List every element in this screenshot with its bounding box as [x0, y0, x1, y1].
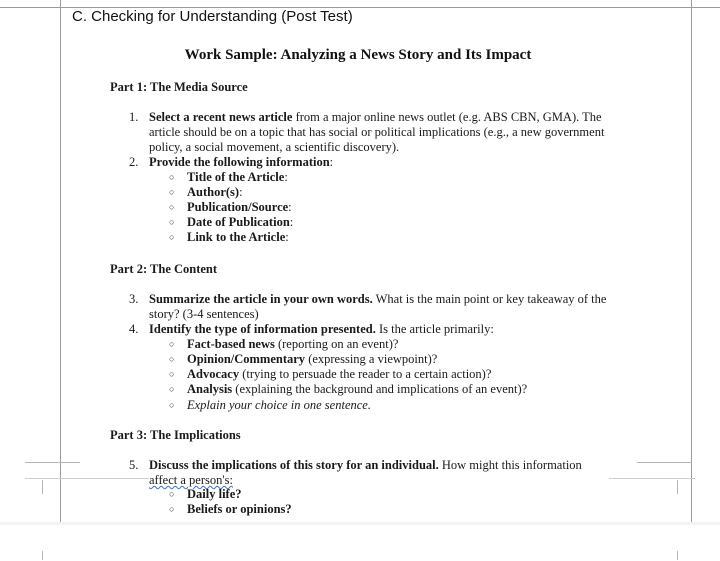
bullet-item — [169, 185, 243, 200]
item-text: : — [329, 155, 334, 169]
bullet-text: : — [285, 230, 289, 244]
item-bold-text: Identify the type of information presented. — [149, 322, 376, 336]
list-item-1 — [129, 110, 609, 155]
bullet-label: Link to the Article — [187, 230, 286, 244]
part2-heading: Part 2: The Content — [110, 262, 218, 276]
document-title: Work Sample: Analyzing a News Story and Its Impact — [184, 47, 532, 63]
bullet-item — [169, 200, 292, 215]
margin-guide — [677, 551, 678, 560]
part3-heading: Part 3: The Implications — [110, 428, 241, 442]
margin-guide — [25, 462, 80, 463]
bullet-item — [169, 337, 399, 352]
bullet-text: (reporting on an event)? — [274, 337, 399, 351]
bullet-item — [169, 170, 288, 185]
bullet-item — [169, 230, 289, 245]
hollow-bullet-icon: ○ — [169, 232, 175, 242]
bullet-text: : — [289, 215, 294, 229]
list-number: 4. — [129, 322, 139, 336]
hollow-bullet-icon: ○ — [169, 400, 175, 410]
margin-guide — [677, 480, 678, 494]
bullet-label: Publication/Source — [187, 200, 289, 214]
hollow-bullet-icon: ○ — [169, 202, 175, 212]
spellcheck-text[interactable]: affect a person's: — [149, 473, 233, 487]
list-item-3 — [129, 292, 609, 322]
item-text: What is the main point or key takeaway of the story? (3-4 sentences) — [149, 292, 607, 321]
list-item-2 — [129, 155, 609, 170]
bullet-italic-text: Explain your choice in one sentence. — [187, 398, 371, 412]
list-number: 2. — [129, 155, 139, 169]
hollow-bullet-icon: ○ — [169, 187, 175, 197]
hollow-bullet-icon: ○ — [169, 504, 175, 514]
item-text: How might this information — [438, 458, 582, 472]
hollow-bullet-icon: ○ — [169, 369, 175, 379]
hollow-bullet-icon: ○ — [169, 339, 175, 349]
bullet-text: : — [239, 185, 243, 199]
hollow-bullet-icon: ○ — [169, 489, 175, 499]
list-item-4 — [129, 322, 609, 337]
item-bold-text: Summarize the article in your own words. — [149, 292, 373, 306]
hollow-bullet-icon: ○ — [169, 354, 175, 364]
page-right-border — [691, 0, 692, 522]
item-bold-text: Discuss the implications of this story for an individual. — [149, 458, 439, 472]
bullet-label: Opinion/Commentary — [187, 352, 306, 366]
bullet-label: Title of the Article — [187, 170, 285, 184]
bullet-text: (expressing a viewpoint)? — [305, 352, 438, 366]
hollow-bullet-icon: ○ — [169, 172, 175, 182]
bullet-label: Fact-based news — [187, 337, 275, 351]
bullet-item — [169, 487, 242, 502]
bullet-label: Daily life? — [187, 487, 242, 501]
bullet-text: (explaining the background and implications of an event)? — [232, 382, 528, 396]
bullet-item — [169, 502, 292, 517]
section-heading: C. Checking for Understanding (Post Test) — [72, 8, 353, 25]
list-number: 1. — [129, 110, 139, 124]
bullet-item — [169, 367, 492, 382]
bullet-label: Advocacy — [187, 367, 240, 381]
bullet-label: Author(s) — [187, 185, 240, 199]
margin-guide — [42, 551, 43, 560]
bullet-label: Analysis — [187, 382, 233, 396]
page-left-border — [60, 0, 61, 522]
item-bold-text: Provide the following information — [149, 155, 330, 169]
item-text: Is the article primarily: — [375, 322, 494, 336]
bullet-text: : — [288, 200, 292, 214]
margin-guide — [42, 480, 43, 494]
hollow-bullet-icon: ○ — [169, 217, 175, 227]
list-number: 5. — [129, 458, 139, 472]
bullet-label: Beliefs or opinions? — [187, 502, 292, 516]
part1-heading: Part 1: The Media Source — [110, 80, 248, 94]
hollow-bullet-icon: ○ — [169, 384, 175, 394]
bullet-item — [169, 352, 438, 367]
next-page — [0, 525, 720, 561]
bullet-item — [169, 382, 528, 397]
margin-guide — [637, 462, 692, 463]
list-number: 3. — [129, 292, 139, 306]
bullet-text: (trying to persuade the reader to a certain action)? — [239, 367, 492, 381]
bullet-label: Date of Publication — [187, 215, 290, 229]
item-text-line2 — [149, 473, 233, 487]
bullet-item — [169, 215, 294, 230]
item-text: from a major online news outlet (e.g. ABS CBN, GMA). The article should be on a topic that has social or political implications (e.g., a new government policy, a social movement, a scientific discovery). — [149, 110, 605, 154]
list-item-5 — [129, 458, 609, 488]
item-bold-text: Select a recent news article — [149, 110, 293, 124]
bullet-item — [169, 398, 371, 413]
bullet-text: : — [284, 170, 288, 184]
